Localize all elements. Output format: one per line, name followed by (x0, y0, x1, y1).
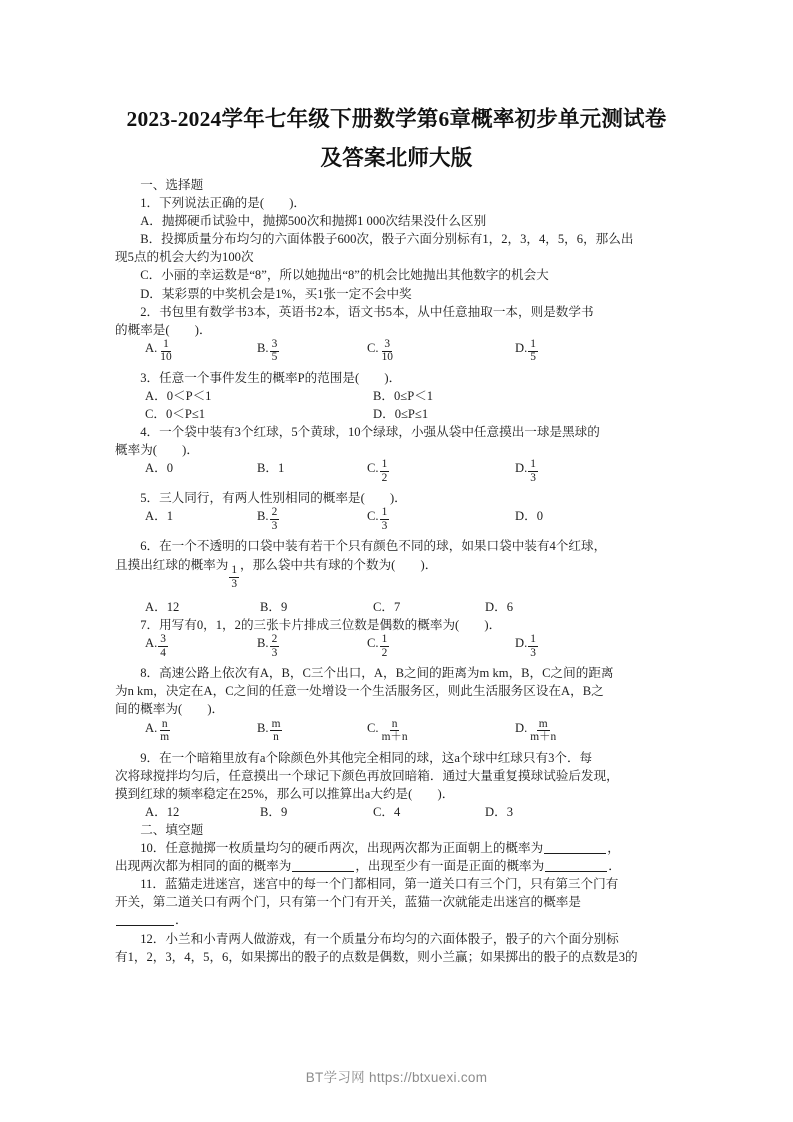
question-2-stem-line2: 的概率是( )． (115, 322, 212, 337)
question-5-options (115, 507, 685, 537)
question-1-stem: 1．下列说法正确的是( )． (140, 196, 306, 211)
question-7-option-a: A. $\frac{3}{4}$ (145, 633, 166, 659)
question-9-stem-line1: 9．在一个暗箱里放有a个除颜色外其他完全相同的球，这a个球中红球只有3个．每 (140, 750, 593, 765)
question-1-option-a: A．抛掷硬币试验中，抛掷500次和抛掷1 000次结果没什么区别 (140, 214, 487, 229)
question-4-stem-line2: 概率为( )． (115, 443, 199, 458)
question-3-option-a: A．0＜P＜1 (145, 388, 212, 403)
section-heading-fill: 二、填空题 (140, 822, 204, 837)
question-5-option-b: B. $\frac{2}{3}$ (257, 506, 278, 532)
question-5-option-c: C. $\frac{1}{3}$ (367, 506, 388, 532)
question-6-stem-line2 (115, 556, 685, 591)
question-2-option-d: D. $\frac{1}{5}$ (515, 337, 536, 364)
question-10-line2-post: ． (608, 859, 621, 874)
question-3-option-c: C．0＜P≤1 (145, 407, 206, 422)
question-3-options-row1 (115, 387, 685, 405)
question-9-option-d: D． 3 (485, 804, 513, 819)
question-6-option-b: B． 9 (260, 600, 288, 615)
question-3-option-b: B．0≤P＜1 (373, 388, 434, 403)
question-2-option-b: B. $\frac{3}{5}$ (257, 337, 278, 364)
question-1-option-d: D．某彩票的中奖机会是1%，买1张一定不会中奖 (140, 286, 412, 301)
question-10-line2-mid: ，出现至少有一面是正面的概率为 (355, 859, 545, 874)
question-11-line3-post: ． (175, 913, 188, 928)
question-1-option-b-line2: 现5点的机会大约为100次 (115, 250, 254, 265)
question-7-options (115, 634, 685, 664)
question-8-option-c: C. $\frac{n}{m+n}$ (367, 717, 408, 743)
question-11-line1: 11．蓝猫走进迷宫，迷宫中的每一个门都相同，第一道关口有三个门，只有第三个门有 (140, 877, 619, 892)
page-title (0, 100, 793, 178)
question-4-stem-line1: 4．一个袋中装有3个红球，5个黄球，10个绿球，小强从袋中任意摸出一球是黑球的 (140, 425, 600, 440)
question-6-fraction: $\frac{1}{3}$ (231, 564, 238, 590)
question-4-option-b: B． 1 (257, 461, 285, 476)
question-4-options (115, 459, 685, 489)
question-7-option-c: C. $\frac{1}{2}$ (367, 633, 388, 659)
question-9-options (115, 803, 685, 821)
question-7-option-b: B. $\frac{2}{3}$ (257, 633, 278, 659)
question-6-stem-post: ，那么袋中共有球的个数为( )． (240, 557, 438, 572)
question-2-option-a: A. $\frac{1}{10}$ (145, 337, 172, 364)
question-8-options (115, 719, 685, 749)
title-line-1: 2023-2024学年七年级下册数学第6章概率初步单元测试卷 (126, 107, 667, 131)
question-4-option-d: D. $\frac{1}{3}$ (515, 458, 536, 484)
question-6-option-a: A． 12 (145, 600, 180, 615)
question-7-stem: 7．用写有0，1，2的三张卡片排成三位数是偶数的概率为( )． (140, 618, 502, 633)
question-10-line2-pre: 出现两次都为相同的面的概率为 (115, 859, 292, 874)
question-6-option-c: C． 7 (373, 600, 401, 615)
question-9-stem-line2: 次将球搅拌均匀后，任意摸出一个球记下颜色再放回暗箱．通过大量重复摸球试验后发现， (115, 768, 619, 783)
question-1-option-b-line1: B．投掷质量分布均匀的六面体骰子600次，骰子六面分别标有1，2，3，4，5，6，那么出 (140, 232, 634, 247)
title-line-2: 及答案北师大版 (320, 146, 473, 170)
question-2-options (115, 339, 685, 369)
answer-blank[interactable] (292, 859, 354, 872)
question-8-option-a: A. $\frac{n}{m}$ (145, 717, 170, 743)
answer-blank[interactable] (116, 913, 174, 926)
question-8-option-b: B. $\frac{m}{n}$ (257, 717, 281, 743)
question-12-line2: 有1，2，3，4，5，6，如果掷出的骰子的点数是偶数，则小兰赢；如果掷出的骰子的点数是3的 (115, 949, 638, 964)
question-9-stem-line3: 摸到红球的频率稳定在25%，那么可以推算出a大约是( )． (115, 786, 455, 801)
question-11-line2: 开关，第二道关口有两个门，只有第一个门有开关，蓝猫一次就能走出迷宫的概率是 (115, 895, 581, 910)
question-8-stem-line1: 8．高速公路上依次有A，B，C三个出口，A，B之间的距离为m km，B，C之间的距离 (140, 666, 614, 681)
question-9-option-a: A． 12 (145, 804, 180, 819)
question-10-text-post: ， (607, 841, 620, 856)
question-6-options (115, 598, 685, 616)
question-3-option-d: D．0≤P≤1 (373, 407, 429, 422)
question-10-text-pre: 10．任意抛掷一枚质量均匀的硬币两次，出现两次都为正面朝上的概率为 (140, 841, 544, 856)
question-6-option-d: D． 6 (485, 600, 513, 615)
question-3-options-row2 (115, 405, 685, 423)
question-9-option-c: C． 4 (373, 804, 401, 819)
question-5-stem: 5．三人同行，有两人性别相同的概率是( )． (140, 491, 407, 506)
answer-blank[interactable] (545, 859, 607, 872)
question-11-line3 (115, 911, 685, 929)
question-2-stem-line1: 2．书包里有数学书3本，英语书2本，语文书5本，从中任意抽取一本，则是数学书 (140, 304, 594, 319)
question-5-option-d: D． 0 (515, 509, 543, 524)
section-heading-choice: 一、选择题 (140, 178, 204, 192)
question-9-option-b: B． 9 (260, 804, 288, 819)
question-10-line2 (115, 857, 685, 875)
question-12-line1: 12．小兰和小青两人做游戏，有一个质量分布均匀的六面体骰子，骰子的六个面分别标 (140, 931, 619, 946)
page-footer: BT学习网 https://btxuexi.com (305, 1070, 488, 1085)
question-1-option-c: C．小丽的幸运数是“8”，所以她抛出“8”的机会比她抛出其他数字的机会大 (140, 268, 549, 283)
question-3-stem: 3．任意一个事件发生的概率P的范围是( )． (140, 370, 402, 385)
question-4-option-c: C. $\frac{1}{2}$ (367, 458, 388, 484)
question-6-stem-pre: 且摸出红球的概率为 (115, 557, 229, 572)
question-10-line1 (115, 839, 685, 857)
question-4-option-a: A． 0 (145, 461, 173, 476)
answer-blank[interactable] (544, 841, 606, 854)
question-8-option-d: D. $\frac{m}{m+n}$ (515, 717, 557, 743)
question-8-stem-line3: 间的概率为( )． (115, 702, 225, 717)
question-6-stem-line1: 6．在一个不透明的口袋中装有若干个只有颜色不同的球，如果口袋中装有4个红球， (140, 539, 607, 554)
question-8-stem-line2: 为n km，决定在A，C之间的任意一处增设一个生活服务区，则此生活服务区设在A，B之 (115, 684, 604, 699)
question-7-option-d: D. $\frac{1}{3}$ (515, 633, 536, 659)
question-5-option-a: A． 1 (145, 509, 173, 524)
exam-body (115, 176, 685, 966)
question-2-option-c: C. $\frac{3}{10}$ (367, 337, 393, 364)
